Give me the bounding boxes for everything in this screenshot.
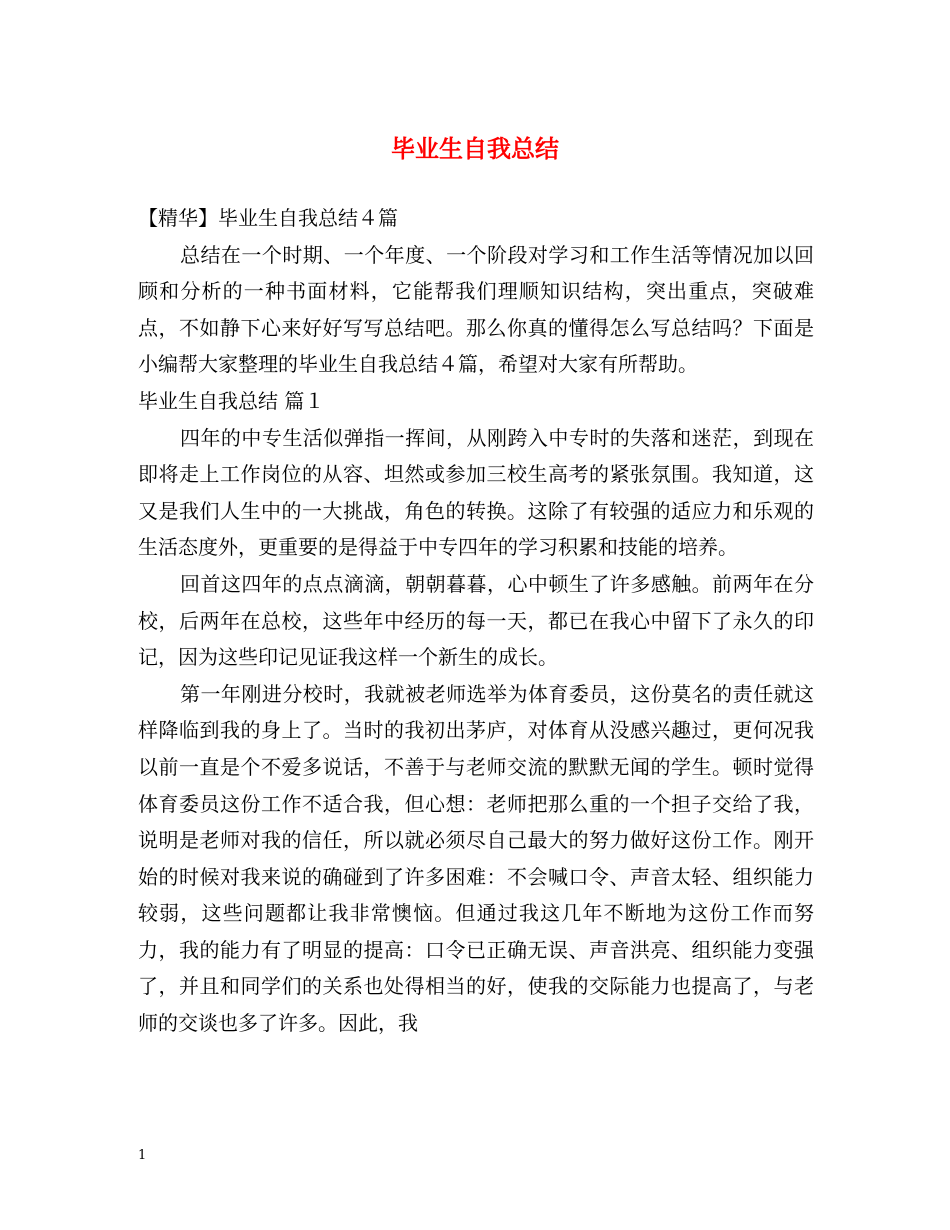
document-body <box>138 200 814 1042</box>
body-paragraph: 四年的中专生活似弹指一挥间，从刚跨入中专时的失落和迷茫，到现在即将走上工作岗位的从容、坦然或参加三校生高考的紧张氛围。我知道，这又是我们人生中的一大挑战，角色的转换。这除了有较强的适应力和乐观的生活态度外，更重要的是得益于中专四年的学习积累和技能的培养。 <box>138 425 814 560</box>
body-paragraph: 第一年刚进分校时，我就被老师选举为体育委员，这份莫名的责任就这样降临到我的身上了。当时的我初出茅庐，对体育从没感兴趣过，更何况我以前一直是个不爱多说话，不善于与老师交流的默默无闻的学生。顿时觉得体育委员这份工作不适合我，但心想：老师把那么重的一个担子交给了我，说明是老师对我的信任，所以就必须尽自己最大的努力做好这份工作。刚开始的时候对我来说的确碰到了许多困难：不会喊口令、声音太轻、组织能力较弱，这些问题都让我非常懊恼。但通过我这几年不断地为这份工作而努力，我的能力有了明显的提高：口令已正确无误、声音洪亮、组织能力变强了，并且和同学们的关系也处得相当的好，使我的交际能力也提高了，与老师的交谈也多了许多。因此，我 <box>138 681 814 1036</box>
document-title: 毕业生自我总结 <box>391 134 559 163</box>
section-heading: 毕业生自我总结 篇１ <box>138 388 325 413</box>
page-number: 1 <box>138 1148 147 1163</box>
summary-heading: 【精华】毕业生自我总结４篇 <box>138 206 398 230</box>
body-paragraph: 回首这四年的点点滴滴，朝朝暮暮，心中顿生了许多感触。前两年在分校，后两年在总校，这些年中经历的每一天，都已在我心中留下了永久的印记，因为这些印记见证我这样一个新生的成长。 <box>138 571 814 670</box>
intro-paragraph: 总结在一个时期、一个年度、一个阶段对学习和工作生活等情况加以回顾和分析的一种书面材料，它能帮我们理顺知识结构，突出重点，突破难点，不如静下心来好好写写总结吧。那么你真的懂得怎么写总结吗？下面是小编帮大家整理的毕业生自我总结４篇，希望对大家有所帮助。 <box>138 242 814 377</box>
